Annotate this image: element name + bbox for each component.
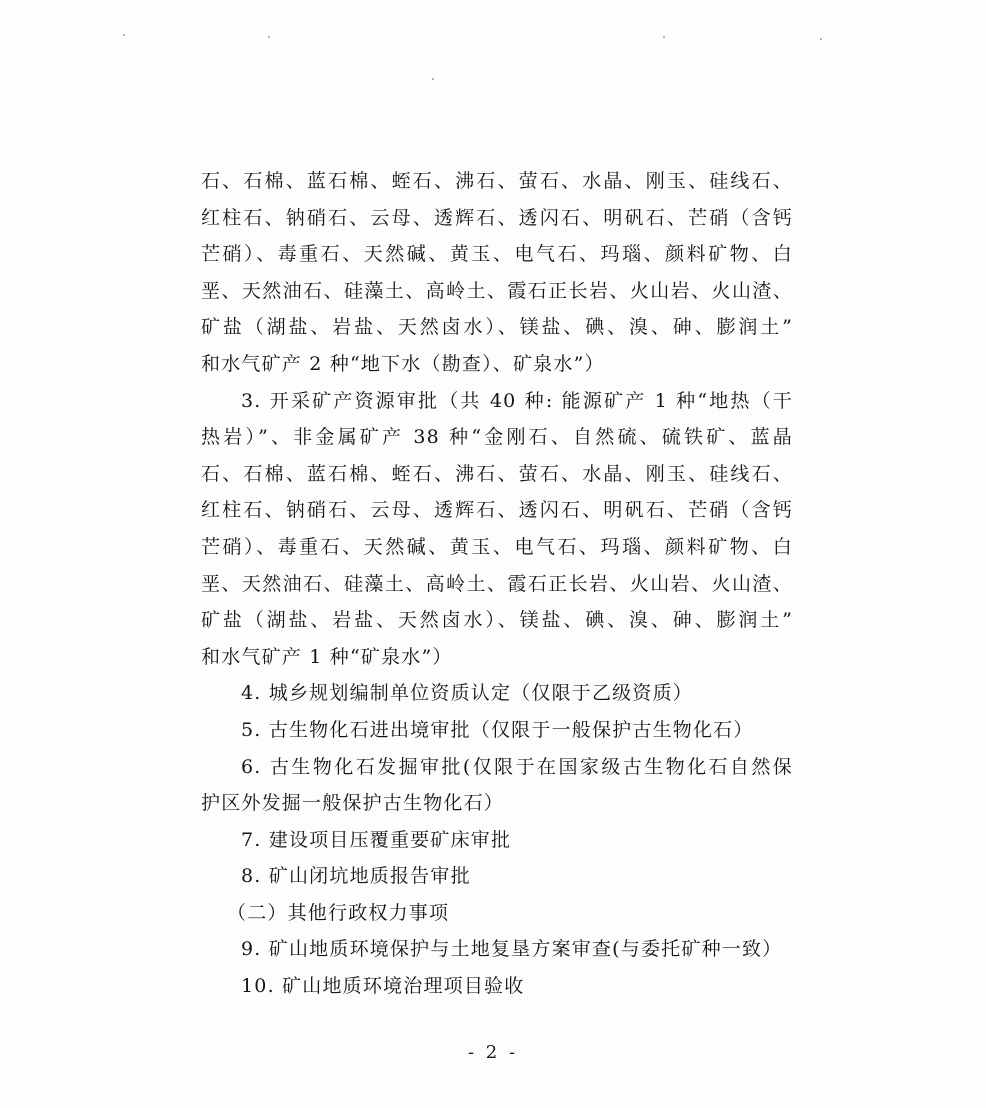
text-line-5: 矿盐（湖盐、岩盐、天然卤水）、镁盐、碘、溴、砷、膨润土” <box>201 316 793 339</box>
text-line-6: 和水气矿产 2 种“地下水（勘查）、矿泉水”） <box>201 352 605 375</box>
text-line-13: 矿盐（湖盐、岩盐、天然卤水）、镁盐、碘、溴、砷、膨润土” <box>201 609 793 632</box>
text-line-18: 护区外发掘一般保护古生物化石） <box>201 792 505 815</box>
scan-speck <box>663 36 665 38</box>
text-line-14: 和水气矿产 1 种“矿泉水”） <box>201 645 453 668</box>
text-line-11: 芒硝）、毒重石、天然碱、黄玉、电气石、玛瑙、颜料矿物、白 <box>201 535 793 558</box>
item-10: 10. 矿山地质环境治理项目验收 <box>241 975 525 998</box>
item-9: 9. 矿山地质环境保护与土地复垦方案审查(与委托矿种一致） <box>241 938 783 961</box>
section-heading-2: （二）其他行政权力事项 <box>227 901 450 924</box>
item-7: 7. 建设项目压覆重要矿床审批 <box>241 828 512 851</box>
text-line-4: 垩、天然油石、硅藻土、高岭土、霞石正长岩、火山岩、火山渣、 <box>201 279 793 302</box>
item-5: 5. 古生物化石进出境审批（仅限于一般保护古生物化石） <box>241 718 754 741</box>
scan-speck <box>820 38 822 40</box>
text-line-1: 石、石棉、蓝石棉、蛭石、沸石、萤石、水晶、刚玉、硅线石、 <box>201 170 793 192</box>
item-4: 4. 城乡规划编制单位资质认定（仅限于乙级资质） <box>241 682 693 705</box>
text-line-12: 垩、天然油石、硅藻土、高岭土、霞石正长岩、火山岩、火山渣、 <box>201 572 793 595</box>
scan-speck <box>432 78 434 80</box>
text-line-3: 芒硝）、毒重石、天然碱、黄玉、电气石、玛瑙、颜料矿物、白 <box>201 243 793 266</box>
item-3-heading: 3. 开采矿产资源审批（共 40 种: 能源矿产 1 种“地热（干 <box>241 389 793 412</box>
text-line-9: 石、石棉、蓝石棉、蛭石、沸石、萤石、水晶、刚玉、硅线石、 <box>201 462 793 485</box>
scan-speck <box>123 34 125 36</box>
page-number: - 2 - <box>467 1042 519 1063</box>
scan-speck <box>268 36 270 38</box>
document-body <box>201 163 793 1005</box>
text-line-2: 红柱石、钠硝石、云母、透辉石、透闪石、明矾石、芒硝（含钙 <box>201 206 793 229</box>
item-6-heading: 6. 古生物化石发掘审批(仅限于在国家级古生物化石自然保 <box>241 755 793 778</box>
text-line-8: 热岩）”、非金属矿产 38 种“金刚石、自然硫、硫铁矿、蓝晶 <box>201 426 793 449</box>
text-line-10: 红柱石、钠硝石、云母、透辉石、透闪石、明矾石、芒硝（含钙 <box>201 499 793 522</box>
item-8: 8. 矿山闭坑地质报告审批 <box>241 865 471 888</box>
